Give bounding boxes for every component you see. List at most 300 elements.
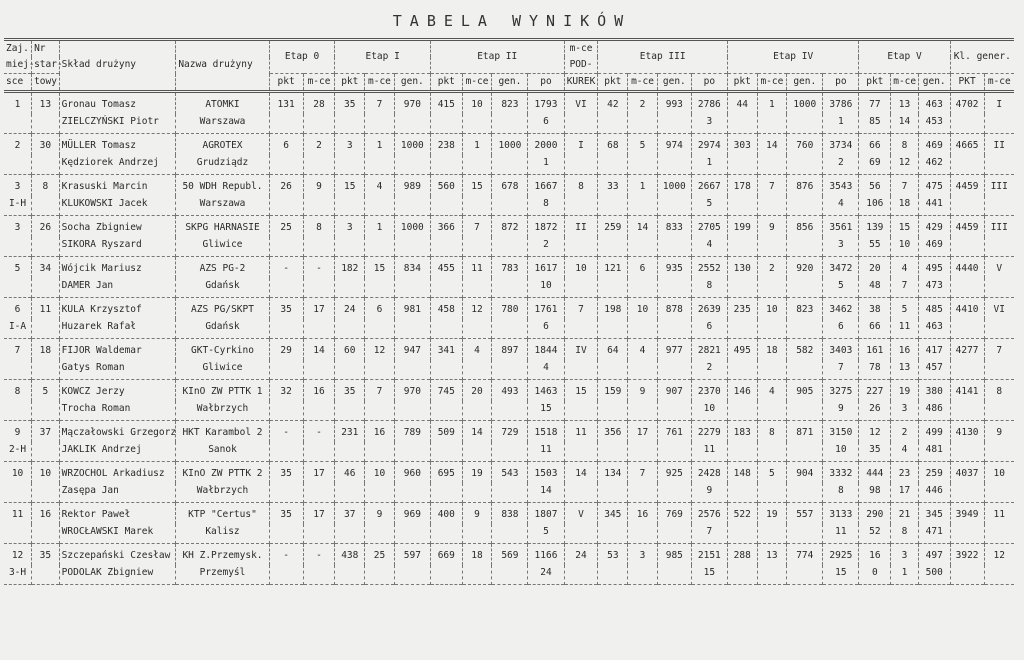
cell-e3p: 198 (598, 298, 628, 320)
cell-empty (628, 360, 658, 380)
cell-e3g: 977 (657, 339, 691, 361)
header-etap5: Etap V (859, 40, 950, 74)
cell-empty (657, 565, 691, 585)
cell-empty (32, 319, 60, 339)
cell-e4g: 760 (787, 134, 823, 156)
cell-empty (462, 524, 492, 544)
cell-e3po: 2151 (691, 544, 727, 566)
cell-e0p: - (269, 421, 303, 443)
cell-e4po2: 1 (823, 114, 859, 134)
cell-empty (598, 114, 628, 134)
cell-t1: KInO ZW PTTK 1 (176, 380, 269, 402)
header-klgen: Kl. gener. (950, 40, 1014, 74)
cell-e2p: 455 (430, 257, 462, 279)
cell-empty (628, 114, 658, 134)
cell-e5g: 469 (918, 134, 950, 156)
cell-empty (394, 565, 430, 585)
cell-e4po: 2925 (823, 544, 859, 566)
cell-empty (269, 565, 303, 585)
cell-empty (598, 278, 628, 298)
cell-empty (984, 278, 1014, 298)
cell-empty (303, 401, 335, 421)
cell-e5m2: 1 (891, 565, 919, 585)
cell-empty (787, 196, 823, 216)
cell-empty (657, 155, 691, 175)
cell-e2po: 1761 (528, 298, 564, 320)
cell-empty (757, 155, 787, 175)
cell-e3m: 5 (628, 134, 658, 156)
cell-e2po2: 11 (528, 442, 564, 462)
cell-empty (303, 237, 335, 257)
cell-e2g: 543 (492, 462, 528, 484)
cell-km: V (984, 257, 1014, 279)
cell-empty (269, 237, 303, 257)
header-row-1 (4, 40, 1014, 58)
cell-place2 (4, 114, 32, 134)
cell-e4g: 774 (787, 544, 823, 566)
cell-kp: 3922 (950, 544, 984, 566)
cell-e2g: 1000 (492, 134, 528, 156)
cell-empty (32, 278, 60, 298)
cell-empty (492, 565, 528, 585)
cell-e3po2: 6 (691, 319, 727, 339)
cell-e5m2: 18 (891, 196, 919, 216)
cell-empty (984, 524, 1014, 544)
cell-e5g: 429 (918, 216, 950, 238)
cell-empty (564, 360, 598, 380)
cell-empty (492, 155, 528, 175)
table-row (4, 544, 1014, 566)
cell-e2g: 678 (492, 175, 528, 197)
cell-e3p: 68 (598, 134, 628, 156)
cell-empty (598, 401, 628, 421)
cell-e5g2: 469 (918, 237, 950, 257)
header-pkt: pkt (727, 74, 757, 92)
cell-m1: Krasuski Marcin (59, 175, 176, 197)
cell-e3p: 159 (598, 380, 628, 402)
table-row (4, 360, 1014, 380)
cell-e5p2: 48 (859, 278, 891, 298)
cell-empty (492, 442, 528, 462)
cell-e4po2: 4 (823, 196, 859, 216)
cell-e0m: 14 (303, 339, 335, 361)
cell-e5p: 227 (859, 380, 891, 402)
cell-e5g: 463 (918, 92, 950, 115)
cell-e1p: 15 (335, 175, 365, 197)
cell-e3po2: 15 (691, 565, 727, 585)
cell-empty (394, 196, 430, 216)
cell-m2: JAKLIK Andrzej (59, 442, 176, 462)
cell-e5g2: 471 (918, 524, 950, 544)
cell-t1: AGROTEX (176, 134, 269, 156)
header-etap3: Etap III (598, 40, 727, 74)
cell-e4m: 18 (757, 339, 787, 361)
cell-m1: WRZOCHOL Arkadiusz (59, 462, 176, 484)
cell-e3p: 64 (598, 339, 628, 361)
header-mce-pod: KUREK (564, 74, 598, 92)
cell-e3po2: 2 (691, 360, 727, 380)
cell-e0p: 32 (269, 380, 303, 402)
cell-place: 6 (14, 304, 21, 316)
table-row (4, 196, 1014, 216)
cell-e2g: 729 (492, 421, 528, 443)
cell-empty (394, 483, 430, 503)
cell-e2po: 1844 (528, 339, 564, 361)
cell-e3po: 2821 (691, 339, 727, 361)
cell-e2p: 509 (430, 421, 462, 443)
cell-e5p2: 98 (859, 483, 891, 503)
cell-kp: 4440 (950, 257, 984, 279)
cell-t2: Przemyśl (176, 565, 269, 585)
cell-e4m: 13 (757, 544, 787, 566)
cell-e0p: - (269, 257, 303, 279)
header-nr: towy (32, 74, 60, 92)
cell-e2g: 780 (492, 298, 528, 320)
header-mce: m-ce (628, 74, 658, 92)
cell-nr: 8 (32, 175, 60, 197)
cell-e2po: 1518 (528, 421, 564, 443)
cell-empty (303, 155, 335, 175)
cell-e2m: 11 (462, 257, 492, 279)
table-row (4, 462, 1014, 484)
cell-e3p: 345 (598, 503, 628, 525)
table-row (4, 442, 1014, 462)
cell-e5m: 15 (891, 216, 919, 238)
cell-empty (365, 319, 395, 339)
cell-e1g: 981 (394, 298, 430, 320)
cell-e2po: 1667 (528, 175, 564, 197)
header-mce: m-ce (303, 74, 335, 92)
cell-e4po2: 10 (823, 442, 859, 462)
cell-t2: Sanok (176, 442, 269, 462)
cell-empty (727, 155, 757, 175)
cell-place2 (4, 237, 32, 257)
cell-empty (757, 114, 787, 134)
cell-empty (787, 483, 823, 503)
cell-m1: Wójcik Mariusz (59, 257, 176, 279)
cell-e5m: 4 (891, 257, 919, 279)
cell-empty (950, 278, 984, 298)
cell-empty (365, 196, 395, 216)
cell-e4po2: 9 (823, 401, 859, 421)
cell-empty (335, 155, 365, 175)
cell-empty (394, 155, 430, 175)
cell-empty (365, 524, 395, 544)
cell-e2m: 4 (462, 339, 492, 361)
cell-e4g: 904 (787, 462, 823, 484)
cell-e5g: 495 (918, 257, 950, 279)
cell-e2po: 1166 (528, 544, 564, 566)
cell-e5m2: 17 (891, 483, 919, 503)
cell-e3p: 134 (598, 462, 628, 484)
cell-e5p: 290 (859, 503, 891, 525)
cell-e3po2: 4 (691, 237, 727, 257)
cell-empty (950, 442, 984, 462)
cell-e3po2: 8 (691, 278, 727, 298)
cell-e5m: 2 (891, 421, 919, 443)
cell-nr: 18 (32, 339, 60, 361)
cell-empty (269, 319, 303, 339)
table-row (4, 565, 1014, 585)
cell-e5g: 485 (918, 298, 950, 320)
cell-pod: VI (564, 92, 598, 115)
cell-empty (564, 524, 598, 544)
cell-e5m: 8 (891, 134, 919, 156)
table-row (4, 175, 1014, 197)
cell-e2p: 669 (430, 544, 462, 566)
cell-t1: AZS PG/SKPT (176, 298, 269, 320)
cell-e2po: 1807 (528, 503, 564, 525)
cell-empty (564, 442, 598, 462)
cell-empty (564, 237, 598, 257)
cell-empty (335, 319, 365, 339)
cell-e3g: 907 (657, 380, 691, 402)
cell-empty (657, 483, 691, 503)
cell-pod: IV (564, 339, 598, 361)
cell-empty (950, 319, 984, 339)
cell-empty (365, 237, 395, 257)
cell-empty (657, 401, 691, 421)
cell-e1m: 15 (365, 257, 395, 279)
cell-e4g: 557 (787, 503, 823, 525)
cell-empty (757, 360, 787, 380)
header-mce: m-ce (757, 74, 787, 92)
cell-empty (628, 401, 658, 421)
cell-e0m: 2 (303, 134, 335, 156)
cell-empty (757, 196, 787, 216)
cell-e1g: 834 (394, 257, 430, 279)
cell-e3po: 2667 (691, 175, 727, 197)
cell-kp: 4130 (950, 421, 984, 443)
cell-empty (394, 114, 430, 134)
cell-e4m: 9 (757, 216, 787, 238)
cell-empty (984, 565, 1014, 585)
cell-empty (335, 278, 365, 298)
cell-e2p: 695 (430, 462, 462, 484)
cell-empty (430, 401, 462, 421)
cell-empty (950, 196, 984, 216)
cell-e4m: 1 (757, 92, 787, 115)
cell-e5m: 3 (891, 544, 919, 566)
cell-e4po: 3734 (823, 134, 859, 156)
cell-empty (32, 524, 60, 544)
cell-empty (787, 442, 823, 462)
cell-pod: 7 (564, 298, 598, 320)
cell-e2g: 569 (492, 544, 528, 566)
cell-e3po2: 1 (691, 155, 727, 175)
cell-e1g: 597 (394, 544, 430, 566)
cell-empty (657, 114, 691, 134)
cell-e0m: 28 (303, 92, 335, 115)
cell-empty (757, 442, 787, 462)
cell-empty (564, 319, 598, 339)
cell-empty (984, 114, 1014, 134)
cell-e2g: 493 (492, 380, 528, 402)
cell-empty (984, 155, 1014, 175)
header-etap2: Etap II (430, 40, 564, 74)
cell-e1p: 60 (335, 339, 365, 361)
cell-km: VI (984, 298, 1014, 320)
cell-pod: 8 (564, 175, 598, 197)
cell-empty (430, 442, 462, 462)
cell-e0p: 35 (269, 462, 303, 484)
cell-empty (32, 483, 60, 503)
cell-e5p: 77 (859, 92, 891, 115)
cell-place2 (4, 524, 32, 544)
cell-e4g: 876 (787, 175, 823, 197)
cell-e1p: 3 (335, 134, 365, 156)
cell-t2: Kalisz (176, 524, 269, 544)
cell-empty (365, 442, 395, 462)
cell-e3po: 2279 (691, 421, 727, 443)
cell-e5m: 21 (891, 503, 919, 525)
cell-empty (727, 483, 757, 503)
cell-e3g: 935 (657, 257, 691, 279)
cell-place: 9 (14, 427, 21, 439)
cell-e4po: 3543 (823, 175, 859, 197)
results-body (4, 92, 1014, 585)
cell-e2g: 872 (492, 216, 528, 238)
cell-e2g: 783 (492, 257, 528, 279)
cell-place: 10 (11, 468, 24, 480)
cell-km: III (984, 175, 1014, 197)
cell-empty (394, 237, 430, 257)
cell-empty (727, 237, 757, 257)
cell-e2m: 1 (462, 134, 492, 156)
cell-e3p: 259 (598, 216, 628, 238)
cell-pod: V (564, 503, 598, 525)
cell-e3po2: 11 (691, 442, 727, 462)
cell-e3g: 769 (657, 503, 691, 525)
cell-place2: I-A (8, 321, 27, 333)
header-pkt: pkt (335, 74, 365, 92)
table-row (4, 339, 1014, 361)
cell-empty (492, 360, 528, 380)
table-row (4, 421, 1014, 443)
cell-place: 5 (14, 263, 21, 275)
header-pkt-total: PKT (950, 74, 984, 92)
cell-e2p: 341 (430, 339, 462, 361)
cell-empty (335, 442, 365, 462)
table-row (4, 92, 1014, 115)
cell-empty (335, 114, 365, 134)
cell-e3po: 2705 (691, 216, 727, 238)
cell-e5g2: 453 (918, 114, 950, 134)
table-row (4, 524, 1014, 544)
cell-empty (430, 278, 462, 298)
cell-e2m: 19 (462, 462, 492, 484)
cell-e2po2: 10 (528, 278, 564, 298)
cell-e1p: 46 (335, 462, 365, 484)
cell-empty (394, 401, 430, 421)
header-gen: gen. (394, 74, 430, 92)
cell-empty (462, 155, 492, 175)
cell-e5m: 13 (891, 92, 919, 115)
cell-empty (628, 565, 658, 585)
cell-e4m: 10 (757, 298, 787, 320)
cell-e4m: 2 (757, 257, 787, 279)
cell-t1: GKT-Cyrkino (176, 339, 269, 361)
table-row (4, 319, 1014, 339)
cell-e4m: 19 (757, 503, 787, 525)
table-row (4, 380, 1014, 402)
cell-empty (564, 483, 598, 503)
cell-empty (32, 565, 60, 585)
cell-m1: KOWCZ Jerzy (59, 380, 176, 402)
cell-e2po2: 5 (528, 524, 564, 544)
cell-e2p: 400 (430, 503, 462, 525)
cell-empty (32, 237, 60, 257)
cell-empty (628, 155, 658, 175)
cell-place: 7 (14, 345, 21, 357)
cell-m2: Trocha Roman (59, 401, 176, 421)
cell-e1p: 438 (335, 544, 365, 566)
cell-empty (335, 196, 365, 216)
cell-empty (303, 114, 335, 134)
cell-e5g: 475 (918, 175, 950, 197)
cell-e1m: 6 (365, 298, 395, 320)
cell-nr: 37 (32, 421, 60, 443)
cell-empty (984, 360, 1014, 380)
cell-e5m: 19 (891, 380, 919, 402)
cell-nr: 34 (32, 257, 60, 279)
cell-empty (303, 360, 335, 380)
header-zaj: miej- (6, 58, 35, 70)
cell-empty (950, 565, 984, 585)
cell-e5m: 23 (891, 462, 919, 484)
cell-empty (32, 401, 60, 421)
cell-e5g: 497 (918, 544, 950, 566)
header-nr: Nr (32, 40, 60, 58)
cell-e3g: 761 (657, 421, 691, 443)
cell-kp: 4459 (950, 175, 984, 197)
cell-e4p: 44 (727, 92, 757, 115)
cell-e2po2: 15 (528, 401, 564, 421)
cell-nr: 13 (32, 92, 60, 115)
cell-e1p: 182 (335, 257, 365, 279)
cell-empty (492, 196, 528, 216)
cell-e3g: 985 (657, 544, 691, 566)
cell-km: II (984, 134, 1014, 156)
cell-empty (269, 442, 303, 462)
cell-e4po: 3275 (823, 380, 859, 402)
cell-km: 10 (984, 462, 1014, 484)
cell-place2: 2-H (8, 444, 27, 456)
cell-e3m: 10 (628, 298, 658, 320)
header-etap4: Etap IV (727, 40, 859, 74)
cell-pod: 11 (564, 421, 598, 443)
cell-e3po2: 3 (691, 114, 727, 134)
cell-e0m: - (303, 421, 335, 443)
table-row (4, 216, 1014, 238)
cell-place: 12 (11, 550, 24, 562)
cell-empty (657, 278, 691, 298)
cell-empty (365, 155, 395, 175)
cell-empty (462, 401, 492, 421)
cell-e0p: - (269, 544, 303, 566)
cell-e1m: 16 (365, 421, 395, 443)
cell-e4g: 856 (787, 216, 823, 238)
cell-e1p: 35 (335, 380, 365, 402)
cell-empty (598, 565, 628, 585)
header-zaj: Zaj. (6, 42, 29, 54)
cell-m1: Socha Zbigniew (59, 216, 176, 238)
cell-e1m: 1 (365, 216, 395, 238)
cell-e3p: 53 (598, 544, 628, 566)
cell-e1m: 9 (365, 503, 395, 525)
cell-place: 2 (14, 140, 21, 152)
cell-m2: ZIELCZYŃSKI Piotr (59, 114, 176, 134)
